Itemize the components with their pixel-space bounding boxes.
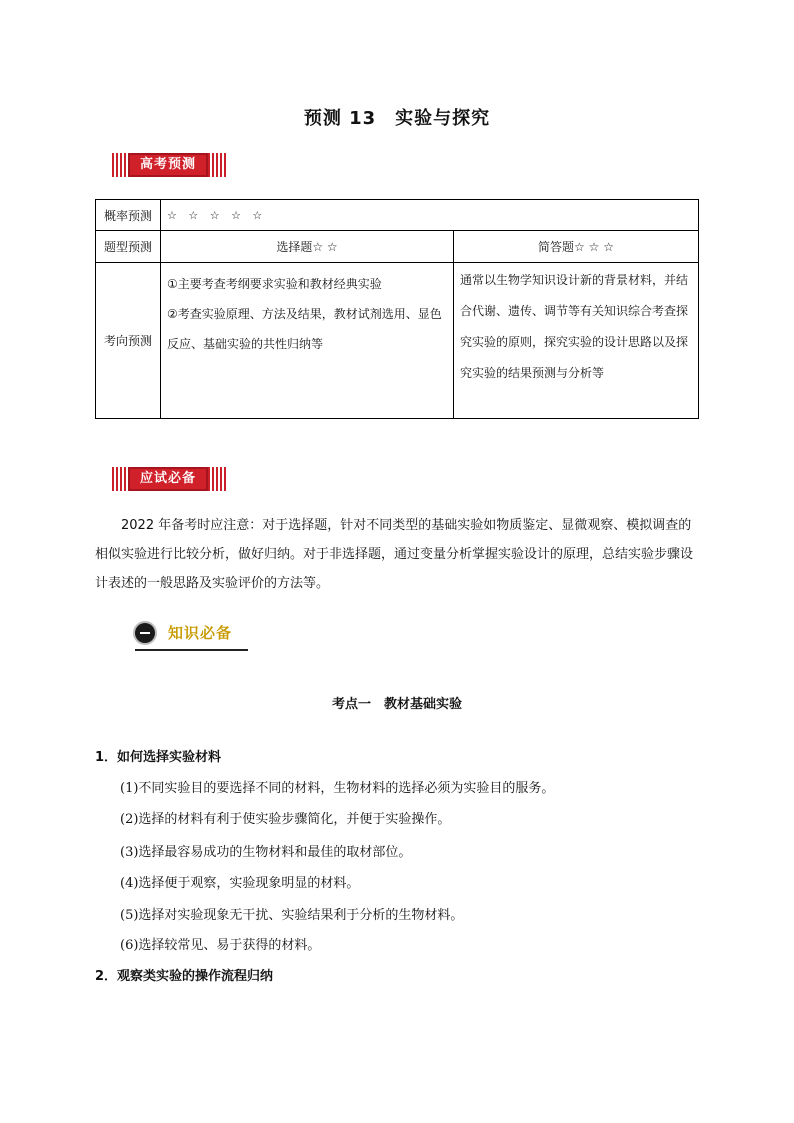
stars-cell <box>161 200 699 231</box>
table-row <box>96 263 699 419</box>
list-item: (1)不同实验目的要选择不同的材料，生物材料的选择必须为实验目的服务。 <box>120 781 555 796</box>
banner-label: 高考预测 <box>128 153 208 177</box>
list-item: (3)选择最容易成功的生物材料和最佳的取材部位。 <box>120 845 412 860</box>
knowledge-label: 知识必备 <box>168 624 233 642</box>
banner-label: 应试必备 <box>128 467 208 491</box>
topic-heading: 考点一 教材基础实验 <box>331 697 462 712</box>
table-row <box>96 231 699 263</box>
list-item: (6)选择较常见、易于获得的材料。 <box>120 938 321 953</box>
choice-detail <box>161 263 454 419</box>
prediction-table <box>95 199 699 419</box>
page-title: 预测 13 实验与探究 <box>303 108 491 129</box>
table-row <box>96 200 699 231</box>
banner-yingshi-bibei <box>112 467 226 491</box>
short-header: 简答题☆ ☆ ☆ <box>454 231 699 263</box>
choice-line-1: ①主要考查考纲要求实验和教材经典实验 <box>167 277 382 291</box>
banner-stripes-right <box>208 467 226 491</box>
list-item: (2)选择的材料有利于使实验步骤简化，并便于实验操作。 <box>120 812 451 827</box>
row-label: 考向预测 <box>96 263 161 419</box>
section-heading-2: 2．观察类实验的操作流程归纳 <box>95 969 274 984</box>
star-rating: ☆ ☆ ☆ ☆ ☆ <box>167 209 267 222</box>
section-heading-1: 1．如何选择实验材料 <box>95 750 222 765</box>
banner-stripes-right <box>208 153 226 177</box>
knowledge-section-heading <box>135 621 248 651</box>
row-label: 概率预测 <box>96 200 161 231</box>
short-detail: 通常以生物学知识设计新的背景材料，并结合代谢、遗传、调节等有关知识综合考查探究实验的原则，探究实验的设计思路以及探究实验的结果预测与分析等 <box>454 263 699 419</box>
banner-stripes-left <box>112 467 128 491</box>
list-item: (5)选择对实验现象无干扰、实验结果利于分析的生物材料。 <box>120 908 464 923</box>
row-label: 题型预测 <box>96 231 161 263</box>
minus-circle-icon <box>135 623 155 643</box>
list-item: (4)选择便于观察，实验现象明显的材料。 <box>120 876 360 891</box>
choice-header: 选择题☆ ☆ <box>161 231 454 263</box>
choice-line-2: ②考查实验原理、方法及结果，教材试剂选用、显色反应、基础实验的共性归纳等 <box>167 307 442 351</box>
banner-stripes-left <box>112 153 128 177</box>
banner-gaokao-yuce <box>112 153 226 177</box>
preparation-paragraph: 2022 年备考时应注意：对于选择题，针对不同类型的基础实验如物质鉴定、显微观察、模拟调查的相似实验进行比较分析，做好归纳。对于非选择题，通过变量分析掌握实验设计的原理，总结实验步骤设计表述的一般思路及实验评价的方法等。 <box>95 518 694 591</box>
